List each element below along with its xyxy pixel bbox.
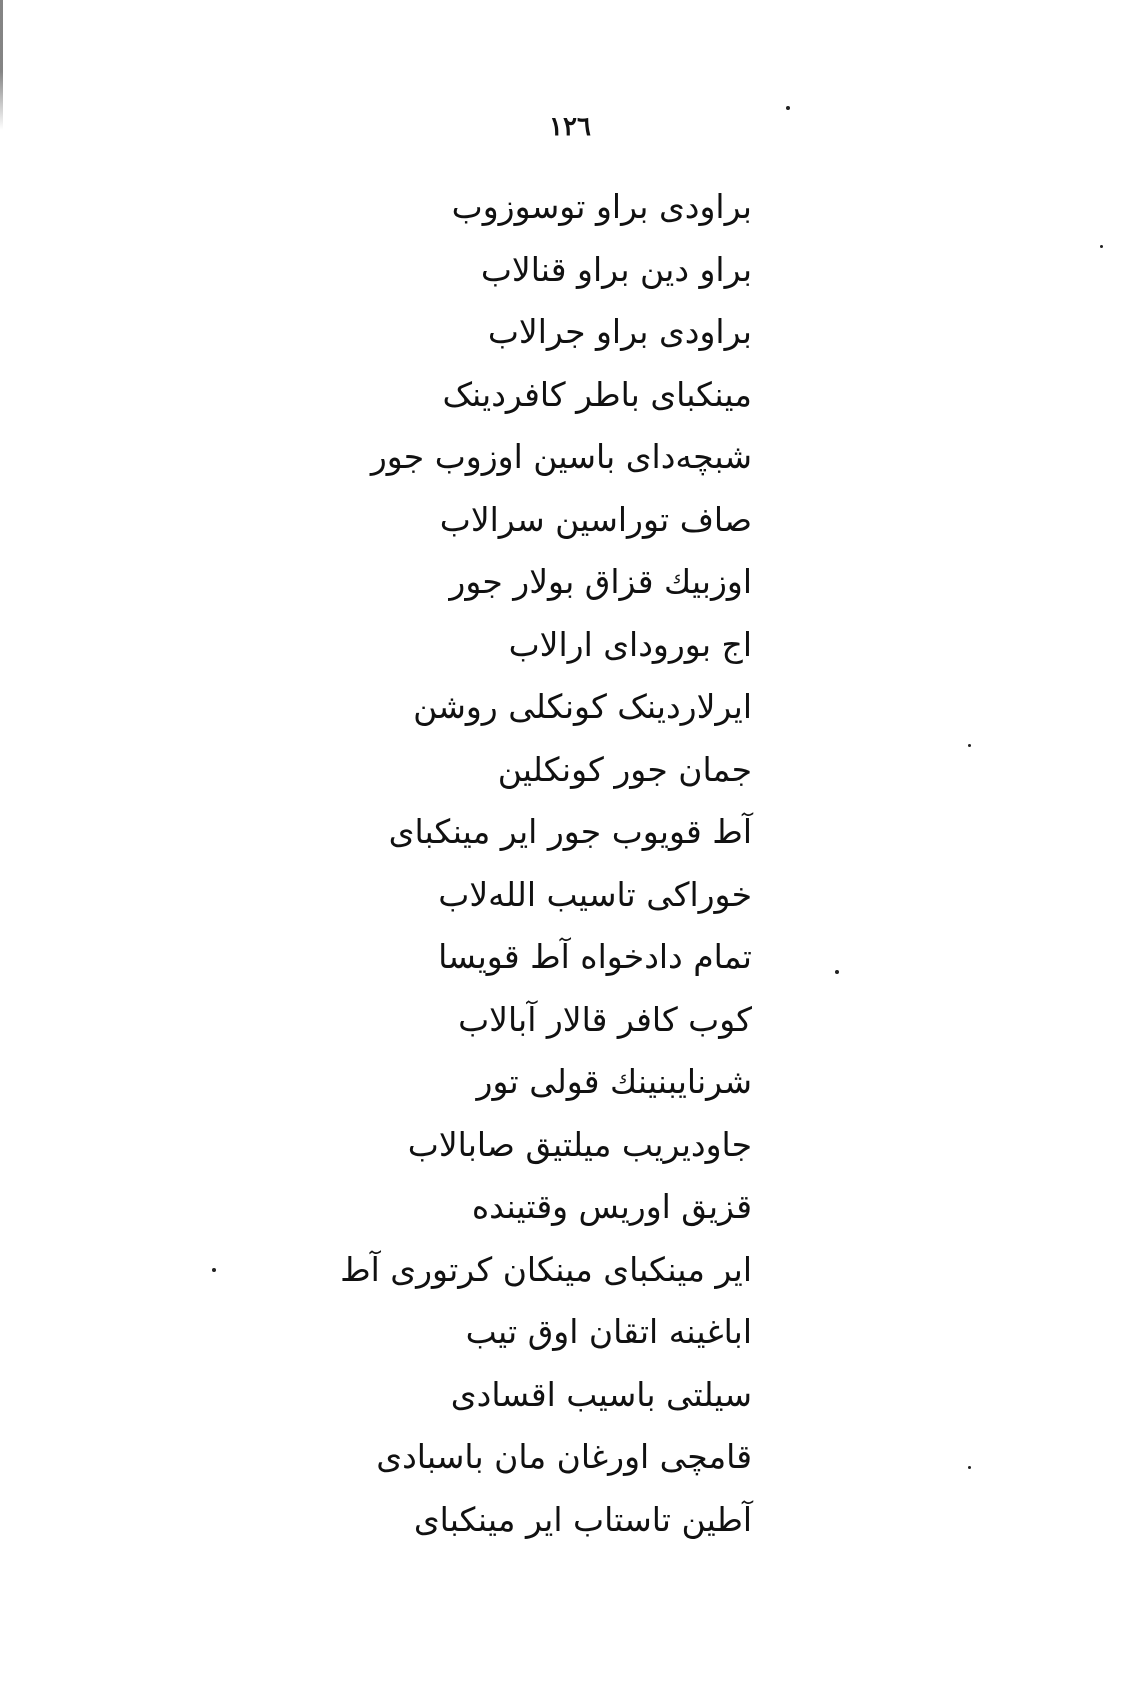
verse-line: قزیق اوریس وقتینده xyxy=(471,1187,752,1226)
verse-line: براو دین براو قنالاب xyxy=(480,249,752,289)
verse-line: اباغینه اتقان اوق تیب xyxy=(465,1312,752,1351)
verse-line: صاف توراسین سرالاب xyxy=(439,499,752,539)
scan-speck xyxy=(212,1268,216,1272)
scan-speck xyxy=(786,106,790,110)
verse-line: اوزبیك قزاق بولار جور xyxy=(449,562,752,601)
verse-line: آطین تاستاب ایر مینکبای xyxy=(413,1499,752,1539)
verse-line: براودی براو توسوزوب xyxy=(451,187,752,226)
page-number: ۱۲٦ xyxy=(549,112,591,142)
poem-text xyxy=(192,176,752,1551)
verse-line: شبچه‌دای باسین اوزوب جور xyxy=(370,437,752,476)
scan-speck xyxy=(968,744,971,747)
verse-line: براودی براو جرالاب xyxy=(487,312,752,351)
verse-line: خوراکی تاسیب الله‌لاب xyxy=(438,874,752,914)
verse-line: تمام دادخواه آط قویسا xyxy=(438,937,752,976)
verse-line: آط قویوب جور ایر مینکبای xyxy=(388,812,752,851)
verse-line: سیلتی باسیب اقسادی xyxy=(450,1374,752,1414)
verse-line: قامچی اورغان مان باسبادی xyxy=(376,1437,752,1476)
verse-line: مینکبای باطر کافردینک xyxy=(442,374,752,414)
verse-line: اج بورودای ارالاب xyxy=(508,624,752,664)
scan-edge-mark xyxy=(0,0,3,130)
scan-speck xyxy=(1100,245,1103,248)
verse-line: جمان جور کونکلین xyxy=(497,749,752,789)
verse-line: کوب کافر قالار آبالاب xyxy=(458,999,752,1039)
scan-speck xyxy=(968,1466,971,1469)
verse-line: شرنایبنینك قولی تور xyxy=(476,1062,752,1101)
verse-line: جاودیریب میلتیق صابالاب xyxy=(407,1124,752,1164)
scan-speck xyxy=(835,970,839,974)
verse-line: ایر مینکبای مینکان کرتوری آط xyxy=(340,1249,752,1289)
verse-line: ایرلاردینک کونکلی روشن xyxy=(413,687,752,726)
